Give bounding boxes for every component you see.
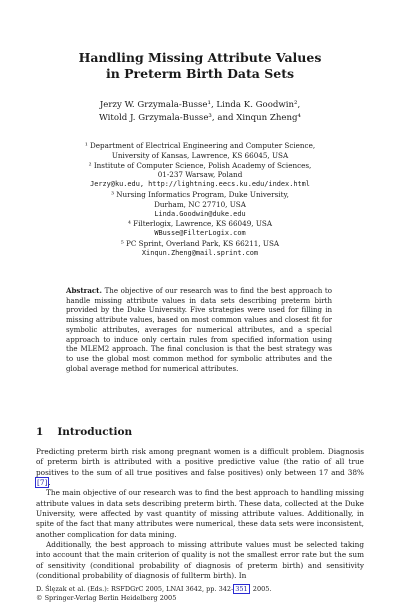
body-text — [36, 447, 364, 581]
affiliation-4-line-1: ⁵ PC Sprint, Overland Park, KS 66211, USA — [120, 238, 280, 248]
section-number: 1 — [36, 426, 44, 438]
author-list — [0, 99, 400, 125]
affiliation-1-line-3: ² Institute of Computer Science, Polish Academy of Sciences, — [88, 160, 312, 170]
title-line-1: Handling Missing Attribute Values — [78, 50, 322, 65]
abstract-text: The objective of our research was to find the best approach to handle missing attribute values in data sets describing preterm birth provided by the Duke University. Five strategies were used for filling in missing attribute values, based on most common values and closest fit for symbolic attributes, averages for numerical attributes, and a special approach to induce only certain rules from specified information using the MLEM2 approach. The final conclusion is that the best strategy was to use the global most common method for symbolic attributes and the global average method for numerical attributes. — [66, 286, 332, 373]
paragraph-3: Additionally, the best approach to missing attribute values must be selected taking into account that the main criterion of quality is not the smallest error rate but the sum of sensitivity (conditional probability of diagnosis of preterm birth) and sensitivity (conditional probability of diagnosis of fullterm birth). In — [36, 540, 364, 581]
authors-line-1: Jerzy W. Grzymala-Busse¹, Linda K. Goodwin², — [99, 100, 301, 110]
affiliation-1-line-2: University of Kansas, Lawrence, KS 66045, USA — [111, 150, 289, 160]
paragraph-1-text: Predicting preterm birth risk among pregnant women is a difficult problem. Diagnosis of preterm birth is attributed with a positive predictive value (the ratio of all true positives to the sum of all true positives and false positives) only between 17 and 38% — [36, 447, 364, 477]
paper-title — [0, 50, 400, 82]
footer-copyright: © Springer-Verlag Berlin Heidelberg 2005 — [36, 593, 177, 602]
paragraph-1-end: . — [48, 478, 51, 488]
page-footer — [36, 585, 271, 602]
affiliation-1-line-4: 01-237 Warsaw, Poland — [157, 170, 243, 180]
abstract-label: Abstract. — [66, 286, 102, 295]
section-heading — [36, 426, 146, 438]
paragraph-1 — [36, 447, 364, 488]
affiliation-1-line-1: ¹ Department of Electrical Engineering and Computer Science, — [84, 141, 316, 150]
page-number-link[interactable]: 351 — [235, 585, 248, 593]
affiliation-3-line-1: ⁴ Filterlogix, Lawrence, KS 66049, USA — [127, 219, 273, 229]
affiliation-2-line-2: Durham, NC 27710, USA — [154, 199, 246, 209]
footer-citation-text: D. Ślęzak et al. (Eds.): RSFDGrC 2005, LNAI 3642, pp. 342– — [36, 585, 235, 593]
title-line-2: in Preterm Birth Data Sets — [105, 66, 295, 81]
citation-link[interactable]: [7] — [37, 478, 48, 488]
affiliation-4-email[interactable]: Xinqun.Zheng@mail.sprint.com — [141, 248, 259, 257]
section-title: Introduction — [57, 426, 133, 438]
affiliation-1-contact[interactable]: Jerzy@ku.edu, http://lightning.eecs.ku.edu/index.html — [90, 180, 310, 189]
footer-citation-end: , 2005. — [248, 585, 272, 593]
affiliation-2-email[interactable]: Linda.Goodwin@duke.edu — [154, 209, 246, 218]
affiliation-3-email[interactable]: WBusse@FilterLogix.com — [154, 229, 246, 238]
affiliation-2-line-1: ³ Nursing Informatics Program, Duke University, — [111, 189, 289, 199]
abstract — [66, 286, 332, 373]
authors-line-2: Witold J. Grzymala-Busse³, and Xinqun Zheng⁴ — [98, 113, 301, 123]
paragraph-2: The main objective of our research was to find the best approach to handling missing attribute values in data sets describing preterm birth. These data, collected at the Duke University, were affected by vast quantity of missing attribute values. Additionally, in spite of the fact that many attributes were numerical, these data sets were inconsistent, another complication for data mining. — [36, 488, 364, 539]
affiliations — [0, 141, 400, 259]
footer-citation — [36, 585, 271, 594]
